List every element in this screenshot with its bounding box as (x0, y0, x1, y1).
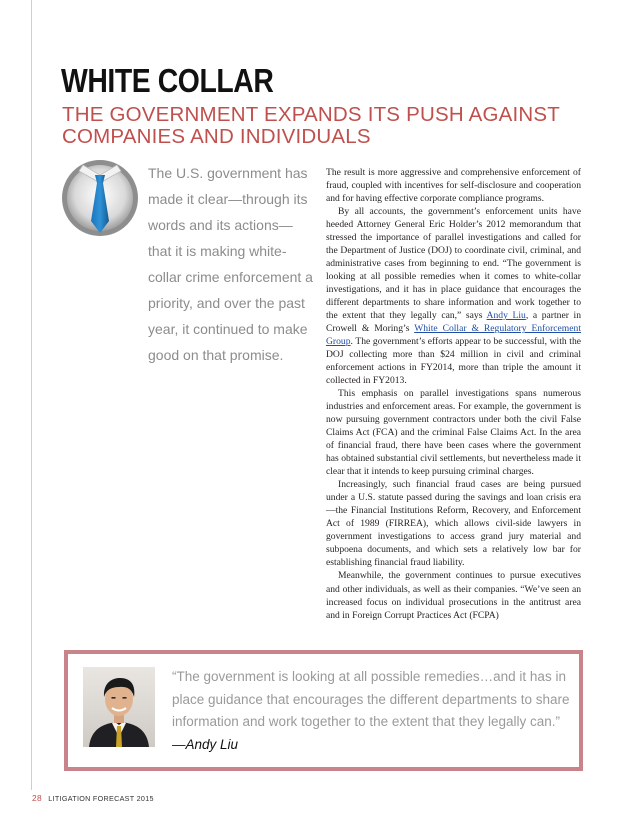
page-margin-rule (31, 0, 32, 790)
article-paragraph: Increasingly, such financial fraud cases are being pursued under a U.S. statute passed during the savings and loan crisis era—the Financial Institutions Reform, Recovery, and Enforcement Act of 1989 (FIRREA), which allows civil-side lawyers in government investigations to access grand jury material and subpoena documents, and which sets a relatively low bar for establishing financial fraud liability. (326, 479, 581, 569)
article-body (326, 166, 581, 622)
article-text: By all accounts, the government’s enforcement units have heeded Attorney General Eric Holder’s 2012 memorandum that stressed the importance of parallel investigations and called for the Department of Justice (DOJ) to coordinate civil, criminal, and administrative cases from beginning to end. “The government is looking at all possible remedies when it comes to white-collar investigations, and it has in place guidance that encourages the different departments to share information and work together to the extent that they legally can,” says (326, 206, 581, 322)
necktie-icon (61, 159, 139, 237)
page-footer (32, 793, 154, 803)
article-paragraph: This emphasis on parallel investigations spans numerous industries and enforcement areas. For example, the government is now pursuing government contractors under both the civil False Claims Act (FCA) and the criminal False Claims Act. In the area of financial fraud, there have been cases where the government has obtained substantial civil settlements, but nevertheless made it clear that it intends to keep pursuing criminal charges. (326, 388, 581, 478)
pull-quote-attribution: —Andy Liu (172, 736, 239, 752)
page-number: 28 (32, 793, 42, 803)
article-paragraph (326, 205, 581, 387)
article-paragraph: The result is more aggressive and comprehensive enforcement of fraud, coupled with incentives for self-disclosure and cooperation and for having effective corporate compliance programs. (326, 167, 581, 205)
andy-liu-link[interactable]: Andy Liu (486, 310, 526, 322)
article-text: . The government’s efforts appear to be successful, with the DOJ collecting more than $24 million in civil and criminal enforcement actions in FY2014, more than triple the amount it collected in FY2013. (326, 336, 581, 387)
article-text: , a partner in Crowell & Moring’s (326, 310, 581, 335)
publication-name: LITIGATION FORECAST 2015 (48, 794, 154, 803)
white-collar-group-link[interactable]: White Collar & Regulatory Enforcement Group (326, 323, 581, 348)
pull-quote-box (64, 650, 583, 771)
article-paragraph: Meanwhile, the government continues to pursue executives and other individuals, as well as their companies. “We’ve seen an increased focus on individual prosecutions in the antitrust area and in Foreign Corrupt Practices Act (FCPA) (326, 570, 581, 621)
pull-quote-text: “The government is looking at all possible remedies…and it has in place guidance that encourages the different departments to share information and work together to the extent that they legally can.” (172, 669, 570, 729)
intro-paragraph: The U.S. government has made it clear—through its words and its actions—that it is making white-collar crime enforcement a priority, and over the past year, it continued to make good on that promise. (148, 165, 313, 363)
pull-quote (172, 666, 572, 756)
article-subtitle: THE GOVERNMENT EXPANDS ITS PUSH AGAINST COMPANIES AND INDIVIDUALS (62, 103, 560, 148)
andy-liu-portrait (83, 667, 155, 747)
section-title: WHITE COLLAR (61, 62, 274, 99)
